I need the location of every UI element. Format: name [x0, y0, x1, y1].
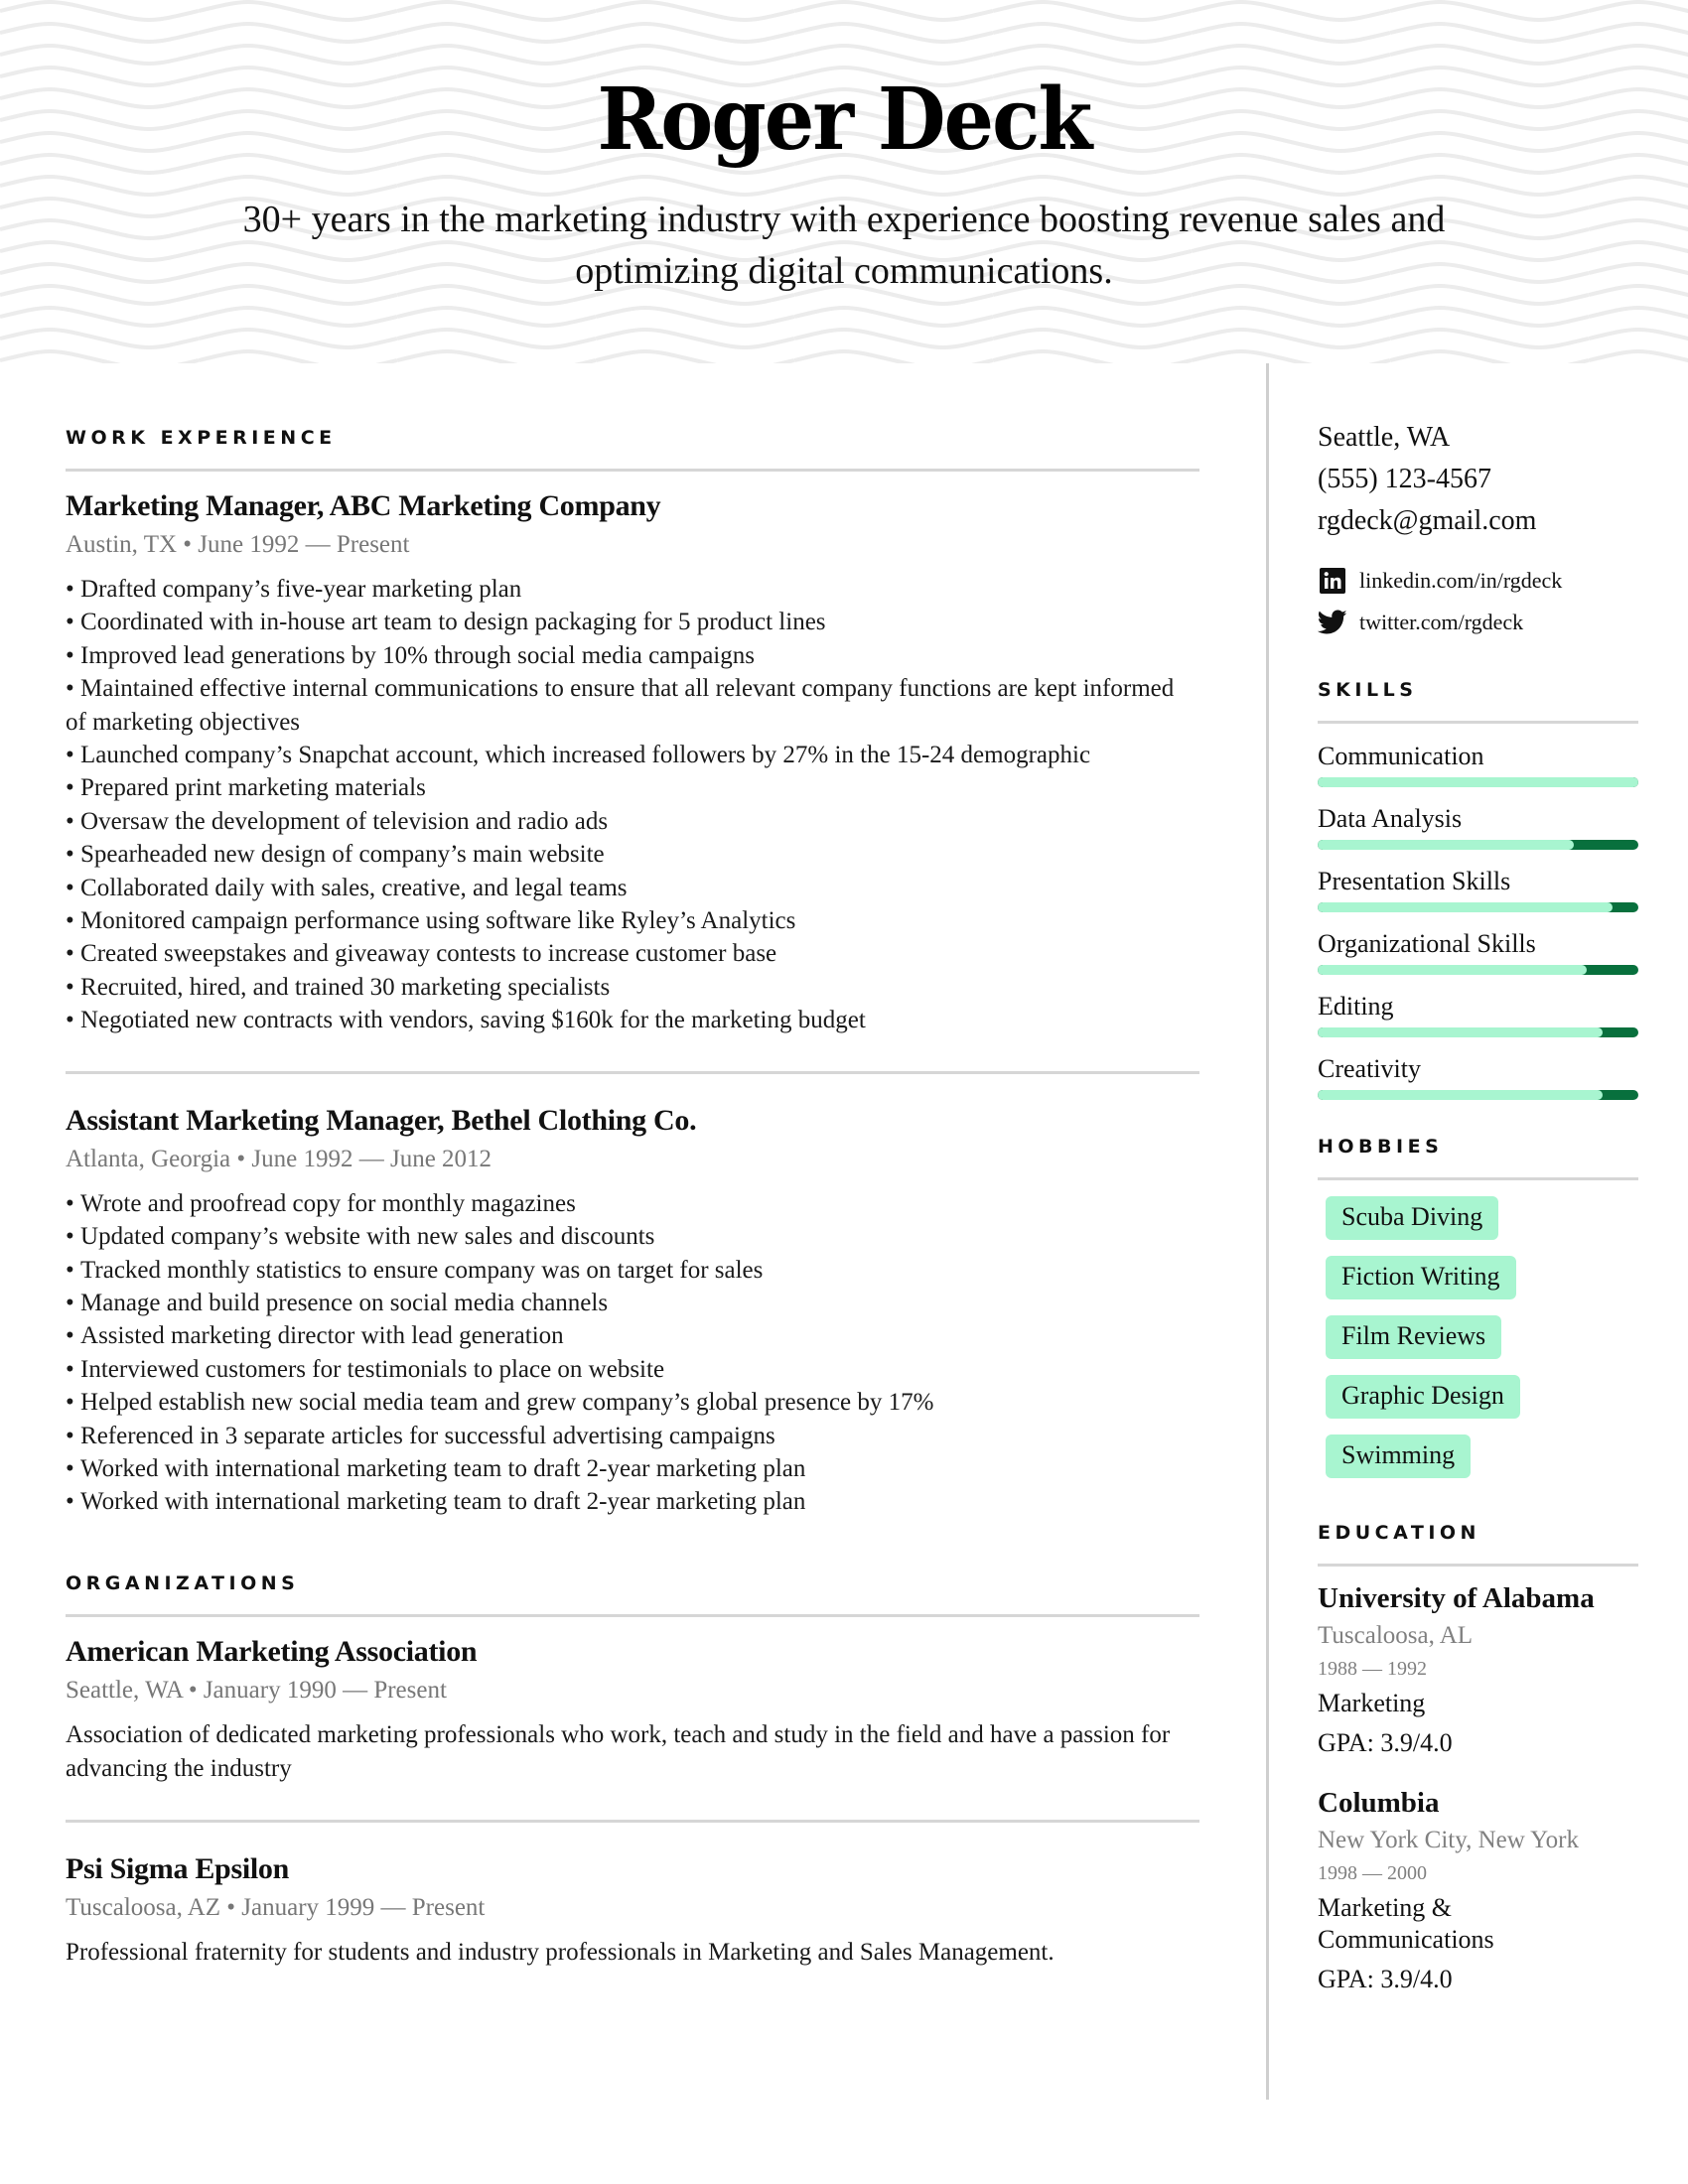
education-field: Marketing [1318, 1689, 1426, 1717]
education-gpa: GPA: 3.9/4.0 [1318, 1965, 1453, 1993]
organization-description: Professional fraternity for students and industry professionals in Marketing and Sales Management. [66, 1938, 1055, 1966]
education-gpa: GPA: 3.9/4.0 [1318, 1728, 1453, 1757]
twitter-link[interactable] [1318, 602, 1638, 643]
work-experience-section [66, 427, 1199, 1519]
bullet-item: • Collaborated daily with sales, creative, and legal teams [66, 872, 1199, 904]
section-title-skills: SKILLS [1318, 679, 1418, 701]
job-bullets [66, 1187, 1199, 1519]
bullet-item: • Interviewed customers for testimonials to place on website [66, 1353, 1199, 1386]
section-title-work-experience: WORK EXPERIENCE [66, 427, 337, 449]
education-entry [1318, 1783, 1638, 1995]
bullet-item: • Maintained effective internal communications to ensure that all relevant company functions are kept informed of marketing objectives [66, 672, 1199, 739]
main-column [66, 427, 1199, 1970]
candidate-name: Roger Deck [597, 69, 1091, 170]
organization-title: Psi Sigma Epsilon [66, 1851, 289, 1885]
section-title-organizations: ORGANIZATIONS [66, 1571, 300, 1594]
education-school: University of Alabama [1318, 1582, 1595, 1614]
education-field: Marketing & Communications [1318, 1893, 1494, 1954]
organization-entry [66, 1635, 1199, 1786]
bullet-item: • Assisted marketing director with lead generation [66, 1319, 1199, 1352]
education-location: Tuscaloosa, AL [1318, 1622, 1474, 1649]
hobby-tag: Graphic Design [1326, 1375, 1520, 1419]
bullet-item: • Coordinated with in-house art team to design packaging for 5 product lines [66, 606, 1199, 638]
tagline-line-1: 30+ years in the marketing industry with experience boosting revenue sales and [242, 199, 1446, 240]
bullet-item: • Monitored campaign performance using software like Ryley’s Analytics [66, 904, 1199, 937]
bullet-item: • Helped establish new social media team and grew company’s global presence by 17% [66, 1386, 1199, 1419]
job-meta: Atlanta, Georgia • June 1992 — June 2012 [66, 1145, 492, 1172]
skill-item [1318, 990, 1638, 1037]
bullet-item: • Manage and build presence on social media channels [66, 1287, 1199, 1319]
skill-bar [1318, 777, 1638, 787]
bullet-item: • Tracked monthly statistics to ensure company was on target for sales [66, 1254, 1199, 1287]
skill-bar-fill [1318, 965, 1587, 975]
skill-item [1318, 1052, 1638, 1100]
education-section [1318, 1522, 1638, 1995]
skill-bar-fill [1318, 840, 1574, 850]
bullet-item: • Recruited, hired, and trained 30 marketing specialists [66, 971, 1199, 1004]
skill-bar [1318, 1090, 1638, 1100]
social-links [1318, 560, 1638, 643]
section-title-education: EDUCATION [1318, 1522, 1480, 1544]
bullet-item: • Referenced in 3 separate articles for successful advertising campaigns [66, 1420, 1199, 1452]
skills-section [1318, 679, 1638, 1100]
skill-label: Data Analysis [1318, 804, 1463, 833]
entry-rule [66, 1820, 1199, 1823]
hobby-tag: Fiction Writing [1326, 1256, 1516, 1299]
organizations-section [66, 1572, 1199, 1970]
skill-bar [1318, 840, 1638, 850]
education-entry [1318, 1578, 1638, 1759]
skill-bar-fill [1318, 1090, 1603, 1100]
skill-label: Organizational Skills [1318, 929, 1536, 958]
bullet-item: • Drafted company’s five-year marketing plan [66, 573, 1199, 606]
skill-label: Creativity [1318, 1054, 1421, 1083]
bullet-item: • Prepared print marketing materials [66, 771, 1199, 804]
bullet-item: • Negotiated new contracts with vendors, saving $160k for the marketing budget [66, 1004, 1199, 1036]
hobby-tag: Scuba Diving [1326, 1196, 1498, 1240]
tagline-line-2: optimizing digital communications. [575, 250, 1113, 292]
hobbies-section [1318, 1136, 1638, 1478]
skill-bar-fill [1318, 777, 1638, 787]
organization-meta: Tuscaloosa, AZ • January 1999 — Present [66, 1893, 486, 1921]
organization-title: American Marketing Association [66, 1634, 478, 1668]
contact-email[interactable]: rgdeck@gmail.com [1318, 505, 1537, 536]
bullet-item: • Spearheaded new design of company’s main website [66, 838, 1199, 871]
skill-bar [1318, 1027, 1638, 1037]
skill-item [1318, 927, 1638, 975]
hobby-tag: Swimming [1326, 1434, 1471, 1478]
section-rule [66, 1614, 1199, 1617]
skill-bar-fill [1318, 1027, 1603, 1037]
column-divider [1266, 363, 1269, 2100]
section-rule [1318, 721, 1638, 724]
skill-item [1318, 802, 1638, 850]
bullet-item: • Oversaw the development of television and radio ads [66, 805, 1199, 838]
organization-entry [66, 1852, 1199, 1970]
section-rule [1318, 1564, 1638, 1567]
skill-bar-fill [1318, 902, 1613, 912]
section-rule [1318, 1177, 1638, 1180]
hobby-tag: Film Reviews [1326, 1315, 1501, 1359]
skill-item [1318, 865, 1638, 912]
skill-bar [1318, 902, 1638, 912]
skill-label: Communication [1318, 742, 1484, 770]
skill-label: Editing [1318, 992, 1394, 1021]
twitter-icon [1318, 608, 1347, 637]
linkedin-url: linkedin.com/in/rgdeck [1359, 568, 1563, 593]
linkedin-icon [1318, 566, 1347, 596]
skill-label: Presentation Skills [1318, 867, 1511, 895]
twitter-url: twitter.com/rgdeck [1359, 610, 1524, 634]
bullet-item: • Wrote and proofread copy for monthly magazines [66, 1187, 1199, 1220]
education-location: New York City, New York [1318, 1827, 1580, 1853]
section-title-hobbies: HOBBIES [1318, 1136, 1444, 1158]
bullet-item: • Worked with international marketing team to draft 2-year marketing plan [66, 1485, 1199, 1518]
hobby-list [1318, 1196, 1638, 1478]
tagline [139, 194, 1549, 297]
bullet-item: • Updated company’s website with new sales and discounts [66, 1220, 1199, 1253]
education-years: 1988 — 1992 [1318, 1658, 1427, 1680]
bullet-item: • Worked with international marketing team to draft 2-year marketing plan [66, 1452, 1199, 1485]
entry-rule [66, 1071, 1199, 1074]
section-rule [66, 469, 1199, 472]
skill-item [1318, 740, 1638, 787]
organization-meta: Seattle, WA • January 1990 — Present [66, 1676, 447, 1704]
job-entry [66, 489, 1199, 1037]
education-years: 1998 — 2000 [1318, 1862, 1427, 1884]
job-meta: Austin, TX • June 1992 — Present [66, 531, 410, 558]
bullet-item: • Created sweepstakes and giveaway contests to increase customer base [66, 937, 1199, 970]
contact-phone[interactable]: (555) 123-4567 [1318, 464, 1491, 494]
skill-bar [1318, 965, 1638, 975]
sidebar [1318, 417, 1638, 1995]
organization-description: Association of dedicated marketing professionals who work, teach and study in the field and have a passion for advancing the industry [66, 1720, 1171, 1782]
job-bullets [66, 573, 1199, 1037]
resume-header [0, 0, 1688, 363]
job-title: Assistant Marketing Manager, Bethel Clothing Co. [66, 1103, 697, 1137]
linkedin-link[interactable] [1318, 560, 1638, 602]
job-title: Marketing Manager, ABC Marketing Company [66, 489, 661, 522]
job-entry [66, 1104, 1199, 1519]
bullet-item: • Launched company’s Snapchat account, which increased followers by 27% in the 15-24 demographic [66, 739, 1199, 771]
contact-location: Seattle, WA [1318, 422, 1451, 453]
bullet-item: • Improved lead generations by 10% through social media campaigns [66, 639, 1199, 672]
education-school: Columbia [1318, 1787, 1440, 1819]
contact-block [1318, 417, 1638, 542]
